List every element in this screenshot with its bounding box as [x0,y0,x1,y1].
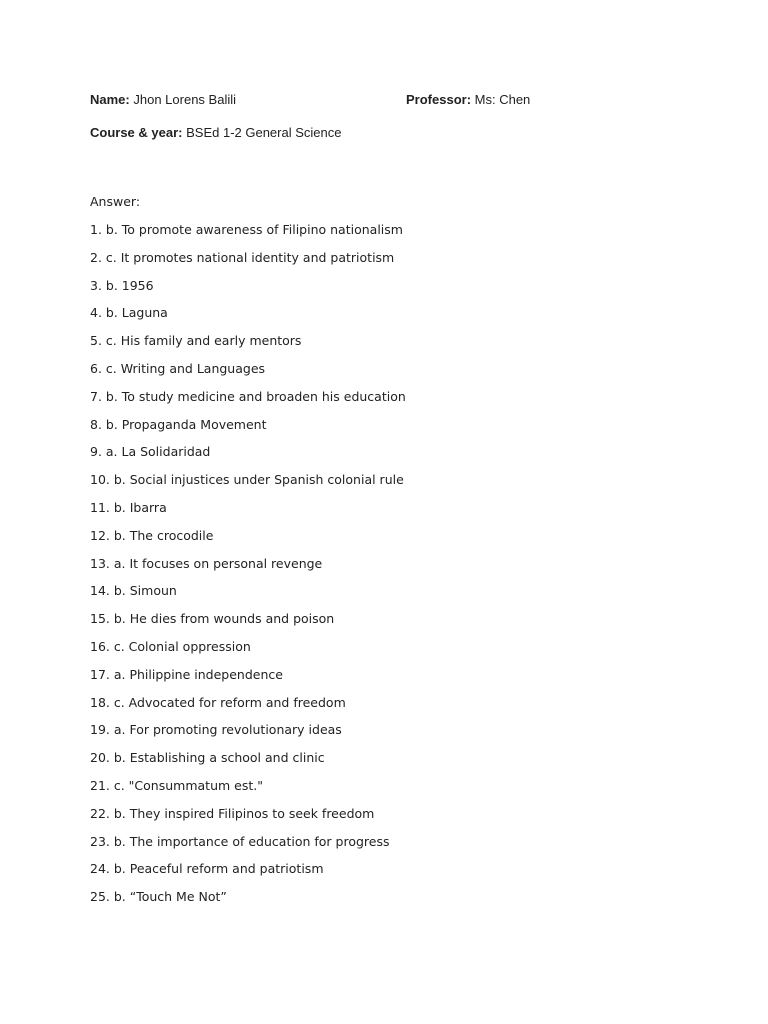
answer-item: 18. c. Advocated for reform and freedom [90,694,346,710]
name-value: Jhon Lorens Balili [133,92,236,107]
answer-item: 17. a. Philippine independence [90,666,283,682]
course-year-label: Course & year: [90,125,183,140]
answer-item: 3. b. 1956 [90,277,154,293]
name-label: Name: [90,92,130,107]
answer-item: 6. c. Writing and Languages [90,360,266,376]
course-year-field [90,125,341,141]
answer-item: 16. c. Colonial oppression [90,638,251,654]
answer-item: 9. a. La Solidaridad [90,444,211,460]
answers-heading: Answer: [90,194,141,209]
answer-item: 11. b. Ibarra [90,499,167,515]
answer-item: 19. a. For promoting revolutionary ideas [90,722,342,738]
answer-item: 1. b. To promote awareness of Filipino nationalism [90,222,403,237]
professor-label: Professor: [406,92,472,107]
answer-item: 24. b. Peaceful reform and patriotism [90,861,324,877]
answer-list [90,222,406,917]
answer-item: 7. b. To study medicine and broaden his education [90,388,406,404]
answer-item: 13. a. It focuses on personal revenge [90,555,323,571]
answers-section [90,194,406,917]
professor-value: Ms: Chen [474,92,531,107]
answer-item: 4. b. Laguna [90,305,168,321]
answer-item: 25. b. “Touch Me Not” [90,889,227,905]
answer-item: 2. c. It promotes national identity and patriotism [90,249,395,265]
name-field [90,92,236,108]
answer-item: 20. b. Establishing a school and clinic [90,750,325,766]
answer-item: 10. b. Social injustices under Spanish colonial rule [90,472,404,488]
answer-item: 23. b. The importance of education for progress [90,833,390,849]
professor-field [406,92,530,108]
answer-item: 21. c. "Consummatum est." [90,777,263,793]
answer-item: 8. b. Propaganda Movement [90,416,267,432]
answer-item: 5. c. His family and early mentors [90,333,302,349]
answer-item: 15. b. He dies from wounds and poison [90,611,335,627]
course-year-value: BSEd 1-2 General Science [186,125,342,140]
answer-item: 12. b. The crocodile [90,527,214,543]
answer-item: 22. b. They inspired Filipinos to seek freedom [90,805,375,821]
answer-item: 14. b. Simoun [90,583,177,599]
